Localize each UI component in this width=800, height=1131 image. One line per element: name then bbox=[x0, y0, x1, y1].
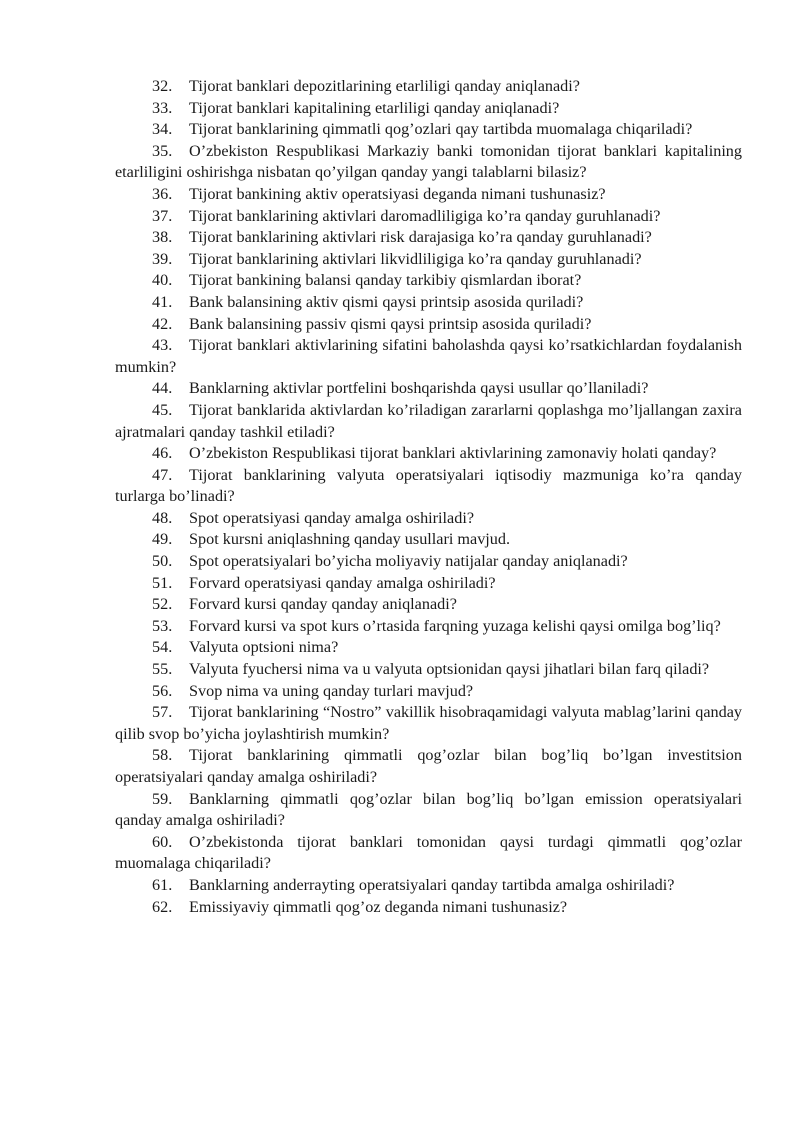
question-text: Tijorat banklarining qimmatli qog’ozlar bilan bog’liq bo’lgan investitsion operatsiyalari qanday amalga oshiriladi? bbox=[115, 746, 742, 786]
question-number: 58. bbox=[152, 746, 173, 765]
question-text: Bank balansining passiv qismi qaysi printsip asosida quriladi? bbox=[189, 314, 592, 333]
list-item bbox=[115, 616, 742, 638]
list-item bbox=[115, 594, 742, 616]
question-number: 53. bbox=[152, 616, 173, 635]
question-text: Forvard kursi qanday qanday aniqlanadi? bbox=[189, 595, 457, 614]
question-number: 39. bbox=[152, 249, 173, 268]
question-text: Tijorat banklari kapitalining etarliligi qanday aniqlanadi? bbox=[189, 98, 560, 117]
list-item bbox=[115, 789, 742, 832]
question-text: Banklarning anderrayting operatsiyalari qanday tartibda amalga oshiriladi? bbox=[189, 875, 675, 894]
question-text: Forvard operatsiyasi qanday amalga oshiriladi? bbox=[189, 573, 496, 592]
question-text: Valyuta fyuchersi nima va u valyuta optsionidan qaysi jihatlari bilan farq qiladi? bbox=[189, 660, 710, 679]
question-number: 54. bbox=[152, 638, 173, 657]
list-item bbox=[115, 378, 742, 400]
question-number: 59. bbox=[152, 789, 173, 808]
list-item bbox=[115, 314, 742, 336]
question-number: 45. bbox=[152, 400, 173, 419]
list-item bbox=[115, 529, 742, 551]
list-item bbox=[115, 875, 742, 897]
question-number: 57. bbox=[152, 703, 173, 722]
list-item bbox=[115, 637, 742, 659]
question-number: 51. bbox=[152, 573, 173, 592]
question-number: 44. bbox=[152, 379, 173, 398]
list-item bbox=[115, 897, 742, 919]
question-number: 52. bbox=[152, 595, 173, 614]
question-number: 49. bbox=[152, 530, 173, 549]
question-text: Bank balansining aktiv qismi qaysi printsip asosida quriladi? bbox=[189, 292, 584, 311]
question-number: 60. bbox=[152, 832, 173, 851]
question-number: 55. bbox=[152, 660, 173, 679]
list-item bbox=[115, 681, 742, 703]
question-number: 56. bbox=[152, 681, 173, 700]
question-number: 37. bbox=[152, 206, 173, 225]
question-number: 38. bbox=[152, 228, 173, 247]
question-text: O’zbekistonda tijorat banklari tomonidan qaysi turdagi qimmatli qog’ozlar muomalaga chiqariladi? bbox=[115, 832, 742, 873]
list-item bbox=[115, 702, 742, 745]
question-number: 32. bbox=[152, 77, 173, 95]
question-number: 33. bbox=[152, 98, 173, 117]
question-text: Tijorat bankining balansi qanday tarkibiy qismlardan iborat? bbox=[189, 271, 582, 290]
list-item bbox=[115, 745, 742, 788]
list-item bbox=[115, 184, 742, 206]
question-number: 47. bbox=[152, 465, 173, 484]
list-item bbox=[115, 335, 742, 378]
list-item bbox=[115, 508, 742, 530]
question-text: Forvard kursi va spot kurs o’rtasida farqning yuzaga kelishi qaysi omilga bog’liq? bbox=[189, 616, 721, 635]
question-text: Tijorat banklarining qimmatli qog’ozlari qay tartibda muomalaga chiqariladi? bbox=[189, 120, 693, 139]
question-text: Banklarning qimmatli qog’ozlar bilan bog’liq bo’lgan emission operatsiyalari qanday amalga oshiriladi? bbox=[115, 789, 742, 830]
question-text: Banklarning aktivlar portfelini boshqarishda qaysi usullar qo’llaniladi? bbox=[189, 379, 649, 398]
question-number: 50. bbox=[152, 552, 173, 571]
list-item bbox=[115, 249, 742, 271]
list-item bbox=[115, 573, 742, 595]
question-text: Tijorat banklarining aktivlari daromadliligiga ko’ra qanday guruhlanadi? bbox=[189, 206, 661, 225]
question-number: 35. bbox=[152, 141, 173, 160]
question-text: Valyuta optsioni nima? bbox=[189, 638, 339, 657]
question-text: Tijorat banklarining “Nostro” vakillik hisobraqamidagi valyuta mablag’larini qanday qilib svop bo’yicha joylashtirish mumkin? bbox=[115, 703, 742, 743]
list-item bbox=[115, 659, 742, 681]
question-text: Tijorat banklarining aktivlari risk darajasiga ko’ra qanday guruhlanadi? bbox=[189, 228, 652, 247]
list-item bbox=[115, 206, 742, 228]
list-item bbox=[115, 465, 742, 508]
question-number: 41. bbox=[152, 292, 173, 311]
question-text: Spot kursni aniqlashning qanday usullari mavjud. bbox=[189, 530, 511, 549]
list-item bbox=[115, 270, 742, 292]
list-item bbox=[115, 551, 742, 573]
list-item bbox=[115, 832, 742, 875]
question-text: Emissiyaviy qimmatli qog’oz deganda nimani tushunasiz? bbox=[189, 897, 568, 916]
list-item bbox=[115, 141, 742, 184]
question-number: 61. bbox=[152, 875, 173, 894]
list-item bbox=[115, 400, 742, 443]
question-text: Tijorat banklarining aktivlari likvidliligiga ko’ra qanday guruhlanadi? bbox=[189, 249, 642, 268]
question-text: Tijorat bankining aktiv operatsiyasi deganda nimani tushunasiz? bbox=[189, 184, 606, 203]
question-text: Tijorat banklari aktivlarining sifatini baholashda qaysi ko’rsatkichlardan foydalanish mumkin? bbox=[115, 336, 742, 376]
question-text: Spot operatsiyalari bo’yicha moliyaviy natijalar qanday aniqlanadi? bbox=[189, 552, 628, 571]
question-text: Tijorat banklarida aktivlardan ko’riladigan zararlarni qoplashga mo’ljallangan zaxira ajratmalari qanday tashkil etiladi? bbox=[115, 400, 742, 441]
question-number: 40. bbox=[152, 271, 173, 290]
list-item bbox=[115, 227, 742, 249]
question-text: Tijorat banklari depozitlarining etarliligi qanday aniqlanadi? bbox=[189, 77, 580, 95]
list-item bbox=[115, 98, 742, 120]
question-number: 42. bbox=[152, 314, 173, 333]
question-text: Svop nima va uning qanday turlari mavjud? bbox=[189, 681, 474, 700]
question-list bbox=[115, 76, 742, 918]
list-item bbox=[115, 292, 742, 314]
question-number: 46. bbox=[152, 444, 173, 463]
question-number: 36. bbox=[152, 184, 173, 203]
question-number: 43. bbox=[152, 336, 173, 355]
question-number: 48. bbox=[152, 508, 173, 527]
question-number: 62. bbox=[152, 897, 173, 916]
question-number: 34. bbox=[152, 120, 173, 139]
list-item bbox=[115, 119, 742, 141]
question-text: Spot operatsiyasi qanday amalga oshiriladi? bbox=[189, 508, 475, 527]
question-text: Tijorat banklarining valyuta operatsiyalari iqtisodiy mazmuniga ko’ra qanday turlarga bo’linadi? bbox=[115, 465, 742, 506]
question-text: O’zbekiston Respublikasi Markaziy banki tomonidan tijorat banklari kapitalining etarliligini oshirishga nisbatan qo’yilgan qanday yangi talablarni bilasiz? bbox=[115, 141, 742, 182]
list-item bbox=[115, 76, 742, 98]
list-item bbox=[115, 443, 742, 465]
question-text: O’zbekiston Respublikasi tijorat banklari aktivlarining zamonaviy holati qanday? bbox=[189, 444, 717, 463]
